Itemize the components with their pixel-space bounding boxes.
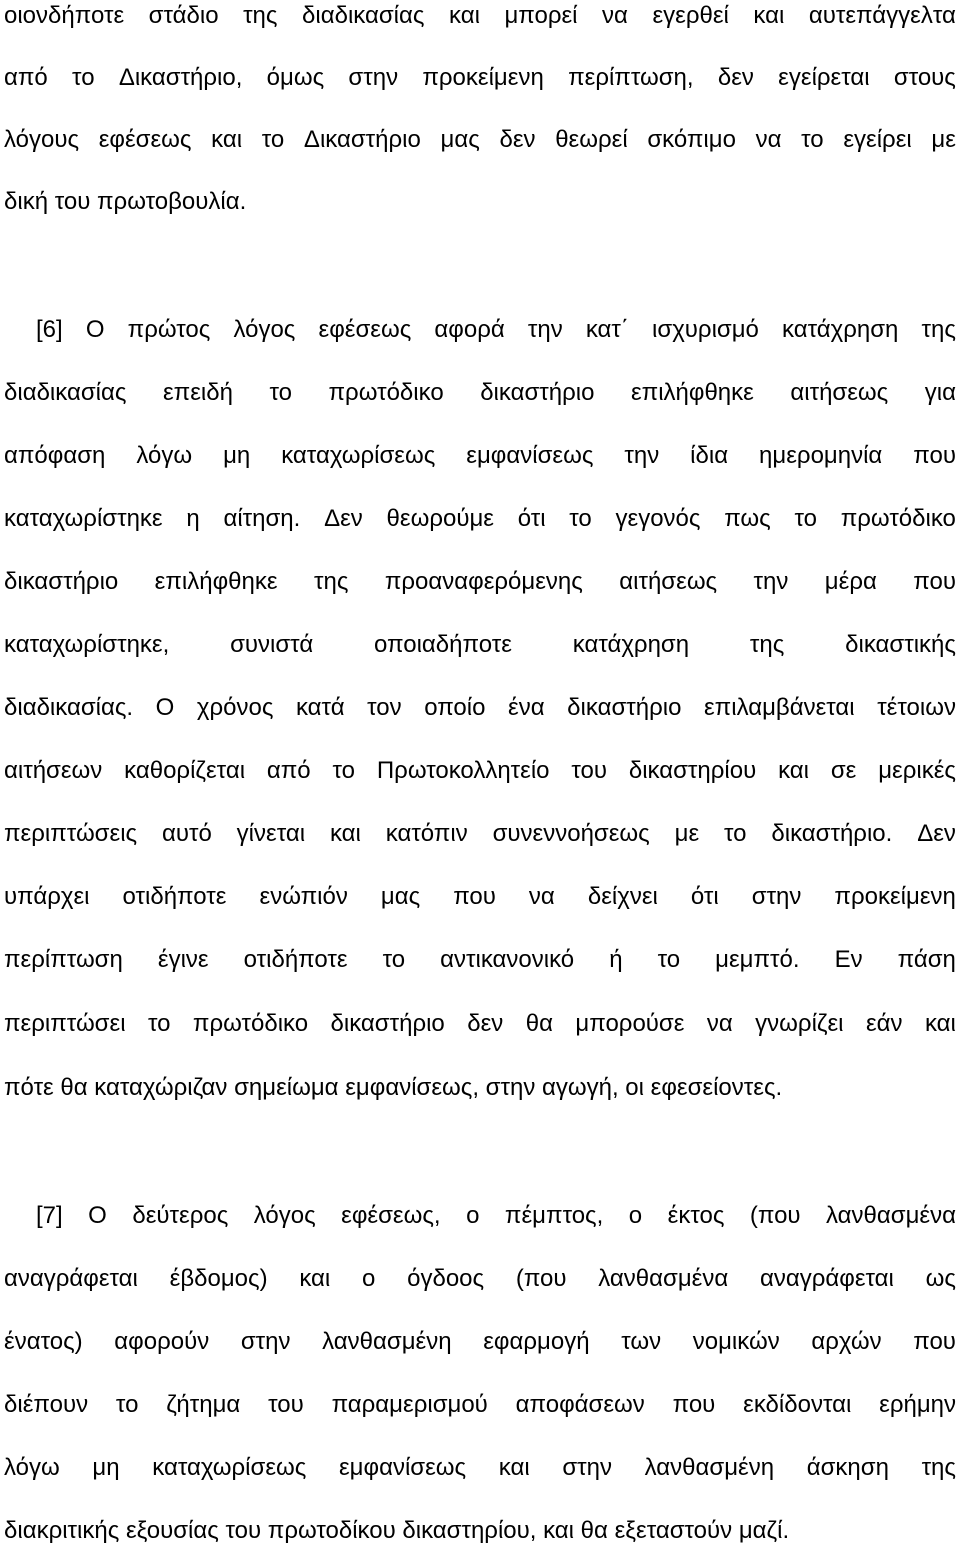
text-line: δικαστήριο επιλήφθηκε της προαναφερόμενης αιτήσεως την μέρα που: [4, 568, 956, 595]
text-line: πότε θα καταχώριζαν σημείωμα εμφανίσεως, στην αγωγή, οι εφεσείοντες.: [4, 1074, 783, 1101]
text-line: διαδικασίας. Ο χρόνος κατά τον οποίο ένα δικαστήριο επιλαμβάνεται τέτοιων: [4, 694, 956, 721]
text-line: υπάρχει οτιδήποτε ενώπιόν μας που να δείχνει ότι στην προκείμενη: [4, 883, 956, 910]
text-line: οιονδήποτε στάδιο της διαδικασίας και μπορεί να εγερθεί και αυτεπάγγελτα: [4, 2, 956, 29]
text-line: διέπουν το ζήτημα του παραμερισμού αποφάσεων που εκδίδονται ερήμην: [4, 1391, 956, 1418]
text-line: λόγω μη καταχωρίσεως εμφανίσεως και στην λανθασμένη άσκηση της: [4, 1454, 956, 1481]
text-line: δική του πρωτοβουλία.: [4, 188, 247, 215]
text-line: απόφαση λόγω μη καταχωρίσεως εμφανίσεως την ίδια ημερομηνία που: [4, 442, 956, 469]
text-line: [6] Ο πρώτος λόγος εφέσεως αφορά την κατ΄ ισχυρισμό κατάχρηση της: [36, 316, 956, 343]
text-line: διακριτικής εξουσίας του πρωτοδίκου δικαστηρίου, και θα εξεταστούν μαζί.: [4, 1517, 790, 1544]
text-line: αιτήσεων καθορίζεται από το Πρωτοκολλητείο του δικαστηρίου και σε μερικές: [4, 757, 956, 784]
text-line: περιπτώσεις αυτό γίνεται και κατόπιν συνεννοήσεως με το δικαστήριο. Δεν: [4, 820, 956, 847]
text-line: καταχωρίστηκε η αίτηση. Δεν θεωρούμε ότι το γεγονός πως το πρωτόδικο: [4, 505, 956, 532]
text-line: ένατος) αφορούν στην λανθασμένη εφαρμογή των νομικών αρχών που: [4, 1328, 956, 1355]
text-line: καταχωρίστηκε, συνιστά οποιαδήποτε κατάχρηση της δικαστικής: [4, 631, 956, 658]
text-line: περιπτώσει το πρωτόδικο δικαστήριο δεν θα μπορούσε να γνωρίζει εάν και: [4, 1010, 956, 1037]
text-line: αναγράφεται έβδομος) και ο όγδοος (που λανθασμένα αναγράφεται ως: [4, 1265, 956, 1292]
text-line: περίπτωση έγινε οτιδήποτε το αντικανονικό ή το μεμπτό. Εν πάση: [4, 946, 956, 973]
text-line: λόγους εφέσεως και το Δικαστήριο μας δεν θεωρεί σκόπιμο να το εγείρει με: [4, 126, 956, 153]
text-line: από το Δικαστήριο, όμως στην προκείμενη περίπτωση, δεν εγείρεται στους: [4, 64, 956, 91]
text-line: [7] Ο δεύτερος λόγος εφέσεως, ο πέμπτος, ο έκτος (που λανθασμένα: [36, 1202, 956, 1229]
text-line: διαδικασίας επειδή το πρωτόδικο δικαστήριο επιλήφθηκε αιτήσεως για: [4, 379, 956, 406]
